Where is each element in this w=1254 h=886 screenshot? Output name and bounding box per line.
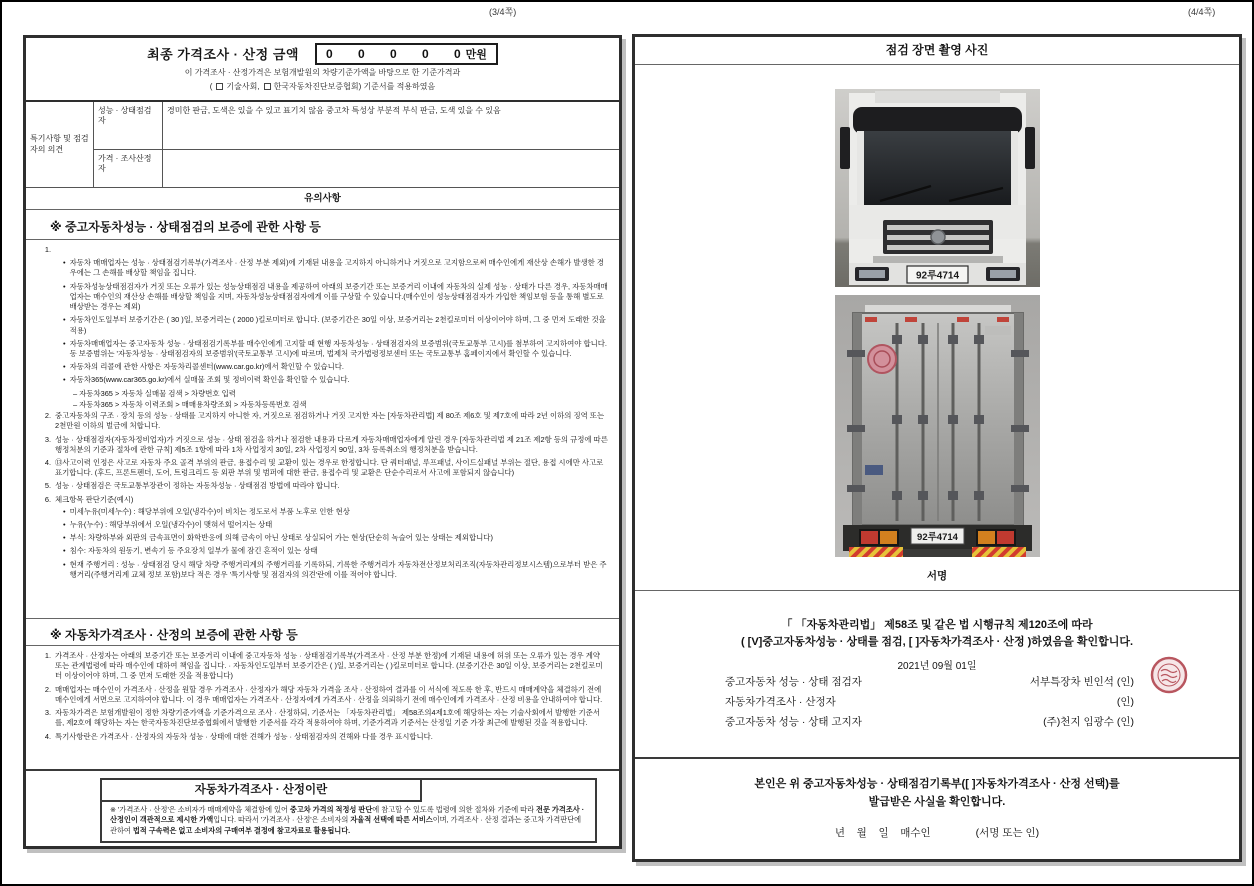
notice-section-title: 유의사항: [26, 188, 619, 210]
checkbox-kaiwa-association-label: 한국자동차진단보증협회) 기준서를 적용하였음: [273, 81, 436, 91]
signer-name: 서부특장차 빈인석 (인): [1029, 676, 1134, 689]
bullet-item: • 자동차365(www.car365.go.kr)에서 실매물 조회 및 정비이력 확인을 확인할 수 있습니다.: [63, 375, 609, 385]
notice-item: 2. 중고자동차의 구조 · 장치 등의 성능 · 상태를 고지하지 아니한 자, 거짓으로 점검하거나 거짓 고지한 자는 [자동차관리법] 제 80조 제6호 및 제7호에 따라 2년 이하의 징역 또는 2천만원 이하의 벌금에 처합니다.: [44, 411, 605, 431]
signer-role: 중고자동차 성능 · 상태 고지자: [725, 715, 862, 728]
notice-item: 1. 가격조사 · 산정자는 아래의 보증기간 또는 보증거리 이내에 중고자동차 성능 · 상태점검기록부(가격조사 · 산정 부분 한정)에 기재된 내용에 허위 또는 오류가 있는 경우 계약 또는 관계법령에 따라 매수인에 대하여 책임을 집니다. · 자동차인도일부터 보증기간은 ( )일, 보증거리는 ( )킬로미터로 합니다. (보증기간은 30일 이상, 보증거리는 2천킬로미터 이상이어야 하며, 그 중 먼저 도래한 것을 적용합니다): [44, 651, 603, 681]
price-appraisal-definition-box: [100, 778, 597, 843]
bullet-item: • 누유(누수) : 해당부위에서 오일(냉각수)이 맺혀서 떨어지는 상태: [63, 520, 609, 530]
inspector-opinion-text: 경미한 판금, 도색은 있을 수 있고 표기치 않음 중고차 특성상 부분적 부식 판금, 도색 있을 수 있음: [163, 102, 619, 150]
signature-body: [635, 591, 1239, 757]
warranty-section-a-list: [26, 240, 619, 618]
page-marker-left: (3/4쪽): [489, 7, 517, 17]
buyer-confirmation-line1: 본인은 위 중고자동차성능 · 상태점검기록부([ ]자동차가격조사 · 산정 선택)를: [754, 778, 1120, 790]
final-price-row: [26, 43, 619, 65]
final-price-section: [26, 38, 619, 102]
inspector-row-label: 성능 · 상태점검자: [94, 102, 163, 150]
page-marker-right: (4/4쪽): [1188, 7, 1216, 17]
legal-statement-line2: ( [V]중고자동차성능 · 상태를 점검, [ ]자동차가격조사 · 산정 )하였음을 확인합니다.: [740, 636, 1134, 649]
definition-title: 자동차가격조사 · 산정이란: [102, 780, 422, 802]
definition-text: 법적 구속력은 없고 소비자의 구매여부 결정에 참고자료로 활용됩니다.: [132, 825, 351, 835]
buyer-confirmation-line2: 발급받은 사실을 확인합니다.: [868, 795, 1006, 808]
inspector-seal-stamp: [1149, 655, 1189, 695]
inspection-date: 2021년 09월 01일: [897, 661, 977, 673]
rear-door-sticker: [868, 345, 896, 373]
item-number: 1.: [44, 245, 51, 254]
signer-name: (인): [1116, 696, 1134, 709]
inspection-photo-area: [635, 65, 1239, 563]
bullet-item: • 현재 주행거리 : 성능 · 상태점검 당시 해당 차량 주행거리계의 주행거리를 기록하되, 기록한 주행거리가 자동차전산정보처리조직(자동차관리정보시스템)으로부터 받은 주행거리(주행거리계 교체 정보 포함)보다 적은 경우 '특기사항 및 점검자의 의견'란에 이를 적어야 합니다.: [63, 560, 609, 580]
checkbox-technical-society: [216, 83, 223, 90]
checkbox-kaiwa-association: [264, 83, 271, 90]
buyer-date-blanks: 년 월 일 매수인: [834, 827, 931, 840]
price-amount-unit: 만원: [465, 49, 487, 61]
definition-text: ※ '가격조사 · 산정'은 소비자가 매매계약을 체결함에 있어: [110, 805, 290, 814]
notice-item: 5. 성능 · 상태점검은 국토교통부장관이 정하는 자동차성능 · 상태점검 방법에 따라야 합니다.: [44, 481, 340, 491]
definition-area: [26, 771, 619, 843]
truck-front-photo: [835, 89, 1040, 287]
special-notes-header: 특기사항 및 점검자의 의견: [26, 102, 94, 187]
rear-license-plate: 92루4714: [916, 532, 958, 543]
appraiser-opinion-text: [163, 150, 619, 187]
buyer-confirmation-section: [635, 757, 1239, 861]
special-notes-table: [26, 102, 619, 188]
photo-section-title: 점검 장면 촬영 사진: [635, 37, 1239, 65]
bullet-item: • 자동차성능상태점검자가 거짓 또는 오류가 있는 성능상태점검 내용을 제공하여 아래의 보증기간 또는 보증거리 이내에 자동차의 실제 성능 · 상태가 다른 경우, 자동차매매업자는 매수인의 재산상 손해를 배상할 책임을 지며, 자동차성능상태점검자에게 이를 구상할 수 있습니다.(매수인이 성능상태점검자가 가입한 책임보험 등을 통해 별도로 배상받는 경우는 제외): [63, 282, 609, 313]
sheet-page-4: [632, 34, 1242, 862]
bullet-item: • 부식: 차량하부와 외판의 금속표면이 화학반응에 의해 금속이 아닌 상태로 상실되어 가는 현상(단순히 녹슬어 있는 상태는 제외합니다): [63, 533, 609, 543]
sheet-page-3: [23, 35, 622, 849]
warranty-section-b-list: [26, 646, 619, 771]
definition-text: 이며, 가격조사 · 산정 결과는 중고차 가격판단에 관하여: [110, 815, 582, 835]
signature-rows: [725, 673, 1134, 733]
signature-row: [725, 713, 1134, 733]
definition-text: 중고차 가격의 적정성 판단: [289, 805, 373, 814]
signature-row: [725, 673, 1134, 693]
notice-item: 6. 체크항목 판단기준(예시): [44, 494, 134, 504]
car365-path-1: – 자동차365 > 자동차 실매물 검색 > 차량번호 입력: [73, 388, 236, 398]
definition-body: [102, 802, 595, 841]
buyer-signature-line: [635, 825, 1239, 840]
checkbox-technical-society-label: 기술사회,: [226, 81, 260, 91]
definition-text: 자율적 선택에 따른 서비스: [350, 815, 433, 825]
notice-item: 2. 매매업자는 매수인이 가격조사 · 산정을 원할 경우 가격조사 · 산정자가 해당 자동차 가격을 조사 · 산정하여 결과를 이 서식에 적도록 한 후, 반드시 매매계약을 체결하기 전에 매수인에게 서면으로 고지하여야 합니다. 이 경우 매매업자는 가격조사 · 산정자에게 가격조사 · 산정을 의뢰하기 전에 매수인에게 가격조사 · 산정 비용을 안내하여야 합니다.: [44, 684, 603, 704]
signature-section-title: 서명: [635, 563, 1239, 591]
definition-text: 입니다. 따라서 '가격조사 · 산정'은 소비자의: [213, 815, 351, 825]
signature-row: [725, 693, 1134, 713]
notice-item: 3. 자동차가격은 보험개발원이 정한 차량기준가액을 기준가격으로 조사 · 산정하되, 기준서는 「자동차관리법」 제58조의4제1호에 해당하는 자는 기술사회에서 발행한 기준서를, 제2호에 해당하는 자는 한국자동차진단보증협회에서 발행한 기준서를 각각 적용하여야 하며, 기준가격과 기준서는 산정일 기준 가장 최근에 발행된 것을 적용합니다.: [44, 708, 600, 728]
front-license-plate: 92루4714: [915, 270, 959, 282]
definition-text: 전문 가격조사 · 산정인이 객관적으로 제시한 가액: [110, 805, 585, 825]
appraiser-row-label: 가격 · 조사산정자: [94, 150, 163, 187]
check-criteria-bullet-list: [39, 507, 609, 580]
warranty-section-a-title: ※ 중고자동차성능 · 상태점검의 보증에 관한 사항 등: [26, 210, 619, 240]
signer-role: 중고자동차 성능 · 상태 점검자: [725, 676, 862, 689]
item1-bullet-list: [39, 258, 609, 410]
bullet-item: • 침수: 자동차의 원동기, 변속기 등 주요장치 일부가 물에 잠긴 흔적이 있는 상태: [63, 546, 609, 556]
bullet-item: • 자동차의 리콜에 관한 사항은 자동차리콜센터(www.car.go.kr)에서 확인할 수 있습니다.: [63, 362, 609, 372]
notice-item: 4. ⑬사고이력 인정은 사고로 자동차 주요 골격 부위의 판금, 용접수리 및 교환이 있는 경우로 한정합니다. 단 쿼터패널, 루프패널, 사이드실패널 부위는 절단, 용접 시에만 사고로 표기합니다. (후드, 프론트펜더, 도어, 트렁크리드 등 외판 부위 및 범퍼에 대한 판금, 용접수리 및 교환은 단순수리로서 사고에 포함되지 않습니다): [44, 457, 604, 478]
legal-statement-line1: 「 「자동차관리법」 제58조 및 같은 법 시행규칙 제120조에 따라: [781, 619, 1093, 631]
price-standard-note: [26, 82, 619, 93]
final-price-title: 최종 가격조사 · 산정 금액: [147, 47, 299, 62]
truck-rear-photo: [835, 295, 1040, 557]
paren-open: (: [209, 81, 213, 91]
price-amount-digits: 0 0 0 0 0: [325, 47, 472, 61]
bullet-item: • 자동차인도일부터 보증기간은 ( 30 )일, 보증거리는 ( 2000 )킬로미터로 합니다. (보증기간은 30일 이상, 보증거리는 2천킬로미터 이상이어야 하며, 그 중 먼저 도래한 것을 적용): [63, 315, 609, 335]
bullet-item: • 미세누유(미세누수) : 해당부위에 오일(냉각수)이 비치는 정도로서 부품 노후로 인한 현상: [63, 507, 609, 517]
warranty-section-b-title: ※ 자동차가격조사 · 산정의 보증에 관한 사항 등: [26, 618, 619, 646]
notice-item: [39, 245, 609, 255]
price-amount-box: [315, 43, 498, 65]
buyer-sign-hint: (서명 또는 인): [975, 827, 1040, 840]
notice-item: 3. 성능 · 상태점검자(자동차정비업자)가 거짓으로 성능 · 상태 점검을 하거나 점검한 내용과 다르게 자동차매매업자에게 알린 경우 [자동차관리법 제 21조 제2항 등의 규정에 따른 행정처분의 기준과 절차에 관한 규칙] 제5조 1항에 따라 1차 사업정지 30일, 2차 사업정지 90일, 3차 등록취소의 행정처분을 받습니다.: [44, 434, 608, 454]
bullet-item: • 자동차 매매업자는 성능 · 상태점검기록부(가격조사 · 산정 부분 제외)에 기재된 내용을 고지하지 아니하거나 거짓으로 고지함으로써 매수인에게 재산상 손해가 발생한 경우에는 그 손해를 배상할 책임을 집니다.: [63, 258, 609, 278]
signer-role: 자동차가격조사 · 산정자: [725, 696, 836, 709]
definition-text: 에 참고할 수 있도록 법령에 의한 절차와 기준에 따라: [372, 805, 537, 814]
bullet-item: • 자동차매매업자는 중고자동차 성능 · 상태점검기록부를 매수인에게 고지할 때 현행 자동차성능 · 상태점검자의 보증범위(국토교통부 고시)를 첨부하여 고지하여야 합니다. 동 보증범위는 '자동차성능 · 상태점검자의 보증범위'(국토교통부 고시)에 따르며, 법제처 국가법령정보센터 또는 국토교통부 홈페이지에서 확인할 수 있습니다.: [63, 339, 609, 359]
price-basis-note: 이 가격조사 · 산정가격은 보험개발원의 차량기준가액을 바탕으로 한 기준가격과: [184, 68, 461, 77]
car365-path-2: – 자동차365 > 자동차 이력조회 > 매매용차량조회 > 자동차등록번호 검색: [73, 399, 307, 409]
notice-item: 4. 특기사항란은 가격조사 · 산정자의 자동차 성능 · 상태에 대한 견해가 성능 · 상태점검자의 견해와 다를 경우 표시합니다.: [44, 731, 433, 741]
signer-name: (주)천지 임광수 (인): [1043, 715, 1134, 728]
